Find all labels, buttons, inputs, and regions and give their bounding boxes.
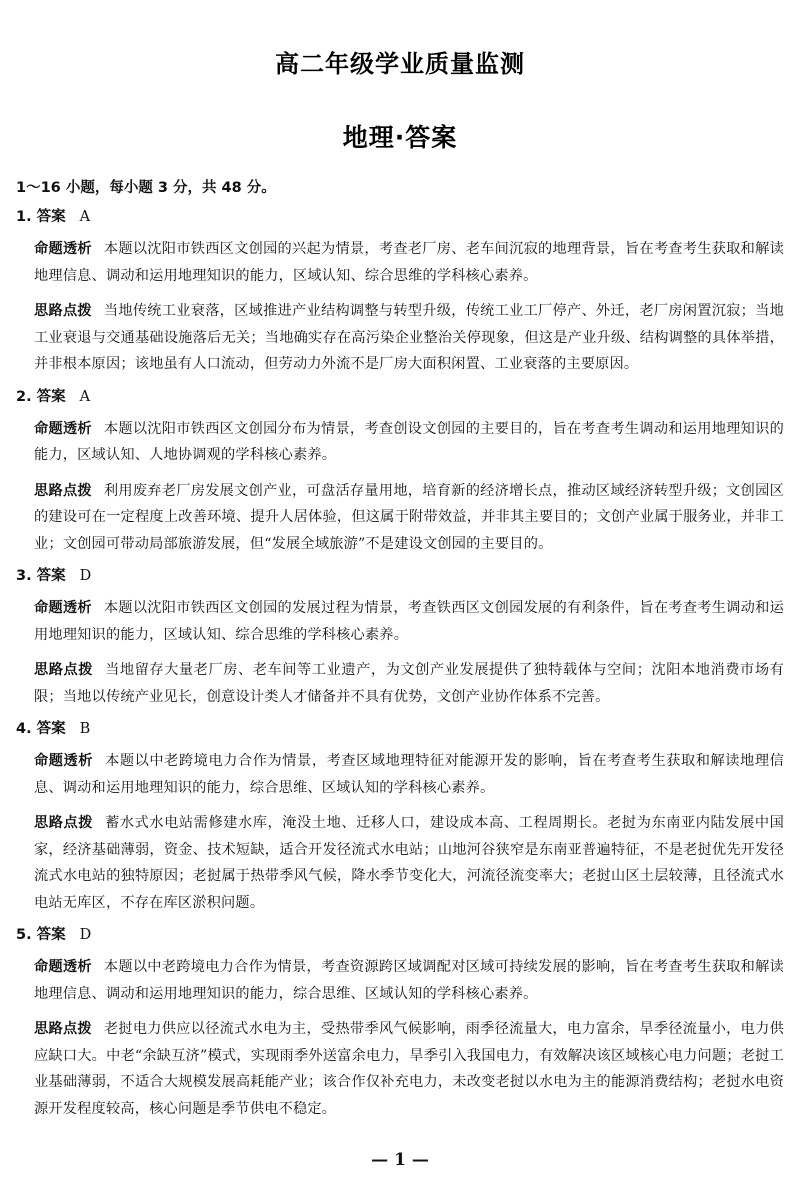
answer-letter: A [79,209,91,225]
tips-paragraph [16,298,784,378]
analysis-paragraph [16,416,784,469]
analysis-paragraph [16,236,784,289]
question-number: 4. 答案 [16,721,66,737]
tips-label: 思路点拨 [34,482,92,499]
section-intro: 1～16 小题，每小题 3 分，共 48 分。 [16,180,276,196]
analysis-label: 命题透析 [34,420,92,437]
tips-text: 当地留存大量老厂房、老车间等工业遗产，为文创产业发展提供了独特载体与空间；沈阳本地消费市场有限；当地以传统产业见长，创意设计类人才储备并不具有优势，文创产业协作体系不完善。 [34,662,784,705]
analysis-label: 命题透析 [34,241,92,257]
question-3 [16,566,784,710]
question-answer-line [16,387,784,407]
question-number: 3. 答案 [16,568,66,584]
analysis-paragraph [16,748,784,801]
tips-paragraph [16,657,784,710]
analysis-text: 本题以中老跨境电力合作为情景，考查区域地理特征对能源开发的影响，旨在考查考生获取和解读地理信息、调动和运用地理知识的能力，综合思维、区域认知的学科核心素养。 [34,753,784,796]
page-title: 高二年级学业质量监测 [275,50,525,78]
tips-paragraph [16,478,784,558]
question-answer-line [16,719,784,739]
answer-letter: B [79,721,91,737]
analysis-text: 本题以中老跨境电力合作为情景，考查资源跨区域调配对区域可持续发展的影响，旨在考查考生获取和解读地理信息、调动和运用地理知识的能力，综合思维、区域认知的学科核心素养。 [34,959,784,1002]
analysis-text: 本题以沈阳市铁西区文创园分布为情景，考查创设文创园的主要目的，旨在考查考生调动和运用地理知识的能力，区域认知、人地协调观的学科核心素养。 [34,420,784,463]
tips-text: 利用废弃老厂房发展文创产业，可盘活存量用地，培育新的经济增长点，推动区域经济转型升级；文创园区的建设可在一定程度上改善环境、提升人居体验，但这属于附带效益，并非其主要目的；文创产业属于服务业，并非工业；文创园可带动局部旅游发展，但“发展全域旅游”不是建设文创园的主要目的。 [34,482,784,552]
analysis-label: 命题透析 [34,753,94,769]
answer-letter: A [79,388,91,405]
tips-text: 蓄水式水电站需修建水库，淹没土地、迁移人口，建设成本高、工程周期长。老挝为东南亚内陆发展中国家，经济基础薄弱，资金、技术短缺，适合开发径流式水电站；山地河谷狭窄是东南亚普遍特征，不是老挝优先开发径流式水电站的独特原因；老挝属于热带季风气候，降水季节变化大，河流径流变率大；老挝山区土层较薄，且径流式水电站无库区，不存在库区淤积问题。 [34,815,784,911]
question-answer-line [16,207,784,227]
analysis-paragraph [16,954,784,1007]
question-answer-line [16,925,784,945]
tips-text: 当地传统工业衰落，区域推进产业结构调整与转型升级，传统工业工厂停产、外迁，老厂房闲置沉寂；当地工业衰退与交通基础设施落后无关；当地确实存在高污染企业整治关停现象，但这是产业升级、结构调整的具体举措，并非根本原因；该地虽有人口流动，但劳动力外流不是厂房大面积闲置、工业衰落的主要原因。 [34,303,784,372]
tips-paragraph [16,1016,784,1122]
page-subtitle: 地理·答案 [342,123,458,152]
question-5 [16,925,784,1122]
analysis-label: 命题透析 [34,600,92,616]
tips-text: 老挝电力供应以径流式水电为主，受热带季风气候影响，雨季径流量大，电力富余，旱季径流量小，电力供应缺口大。中老“余缺互济”模式，实现雨季外送富余电力，旱季引入我国电力，有效解决该区域核心电力问题；老挝工业基础薄弱，不适合大规模发展高耗能产业；该合作仅补充电力，未改变老挝以水电为主的能源消费结构；老挝水电资源开发程度较高，核心问题是季节供电不稳定。 [34,1021,784,1117]
question-4 [16,719,784,916]
answer-letter: D [79,927,92,943]
analysis-paragraph [16,595,784,648]
answer-letter: D [79,568,92,584]
analysis-text: 本题以沈阳市铁西区文创园的发展过程为情景，考查铁西区文创园发展的有利条件，旨在考查考生调动和运用地理知识的能力，区域认知、综合思维的学科核心素养。 [34,600,784,643]
answer-content [16,178,784,1122]
question-number: 2. 答案 [16,388,66,405]
analysis-text: 本题以沈阳市铁西区文创园的兴起为情景，考查老厂房、老车间沉寂的地理背景，旨在考查考生获取和解读地理信息、调动和运用地理知识的能力，区域认知、综合思维的学科核心素养。 [34,241,784,284]
question-1 [16,207,784,378]
tips-label: 思路点拨 [34,1021,92,1037]
tips-label: 思路点拨 [34,662,94,678]
tips-paragraph [16,810,784,916]
analysis-label: 命题透析 [34,959,92,975]
question-2 [16,387,784,558]
page-number: — 1 — [371,1150,429,1170]
question-number: 1. 答案 [16,209,66,225]
question-answer-line [16,566,784,586]
question-number: 5. 答案 [16,927,66,943]
tips-label: 思路点拨 [34,815,94,831]
tips-label: 思路点拨 [34,303,92,319]
